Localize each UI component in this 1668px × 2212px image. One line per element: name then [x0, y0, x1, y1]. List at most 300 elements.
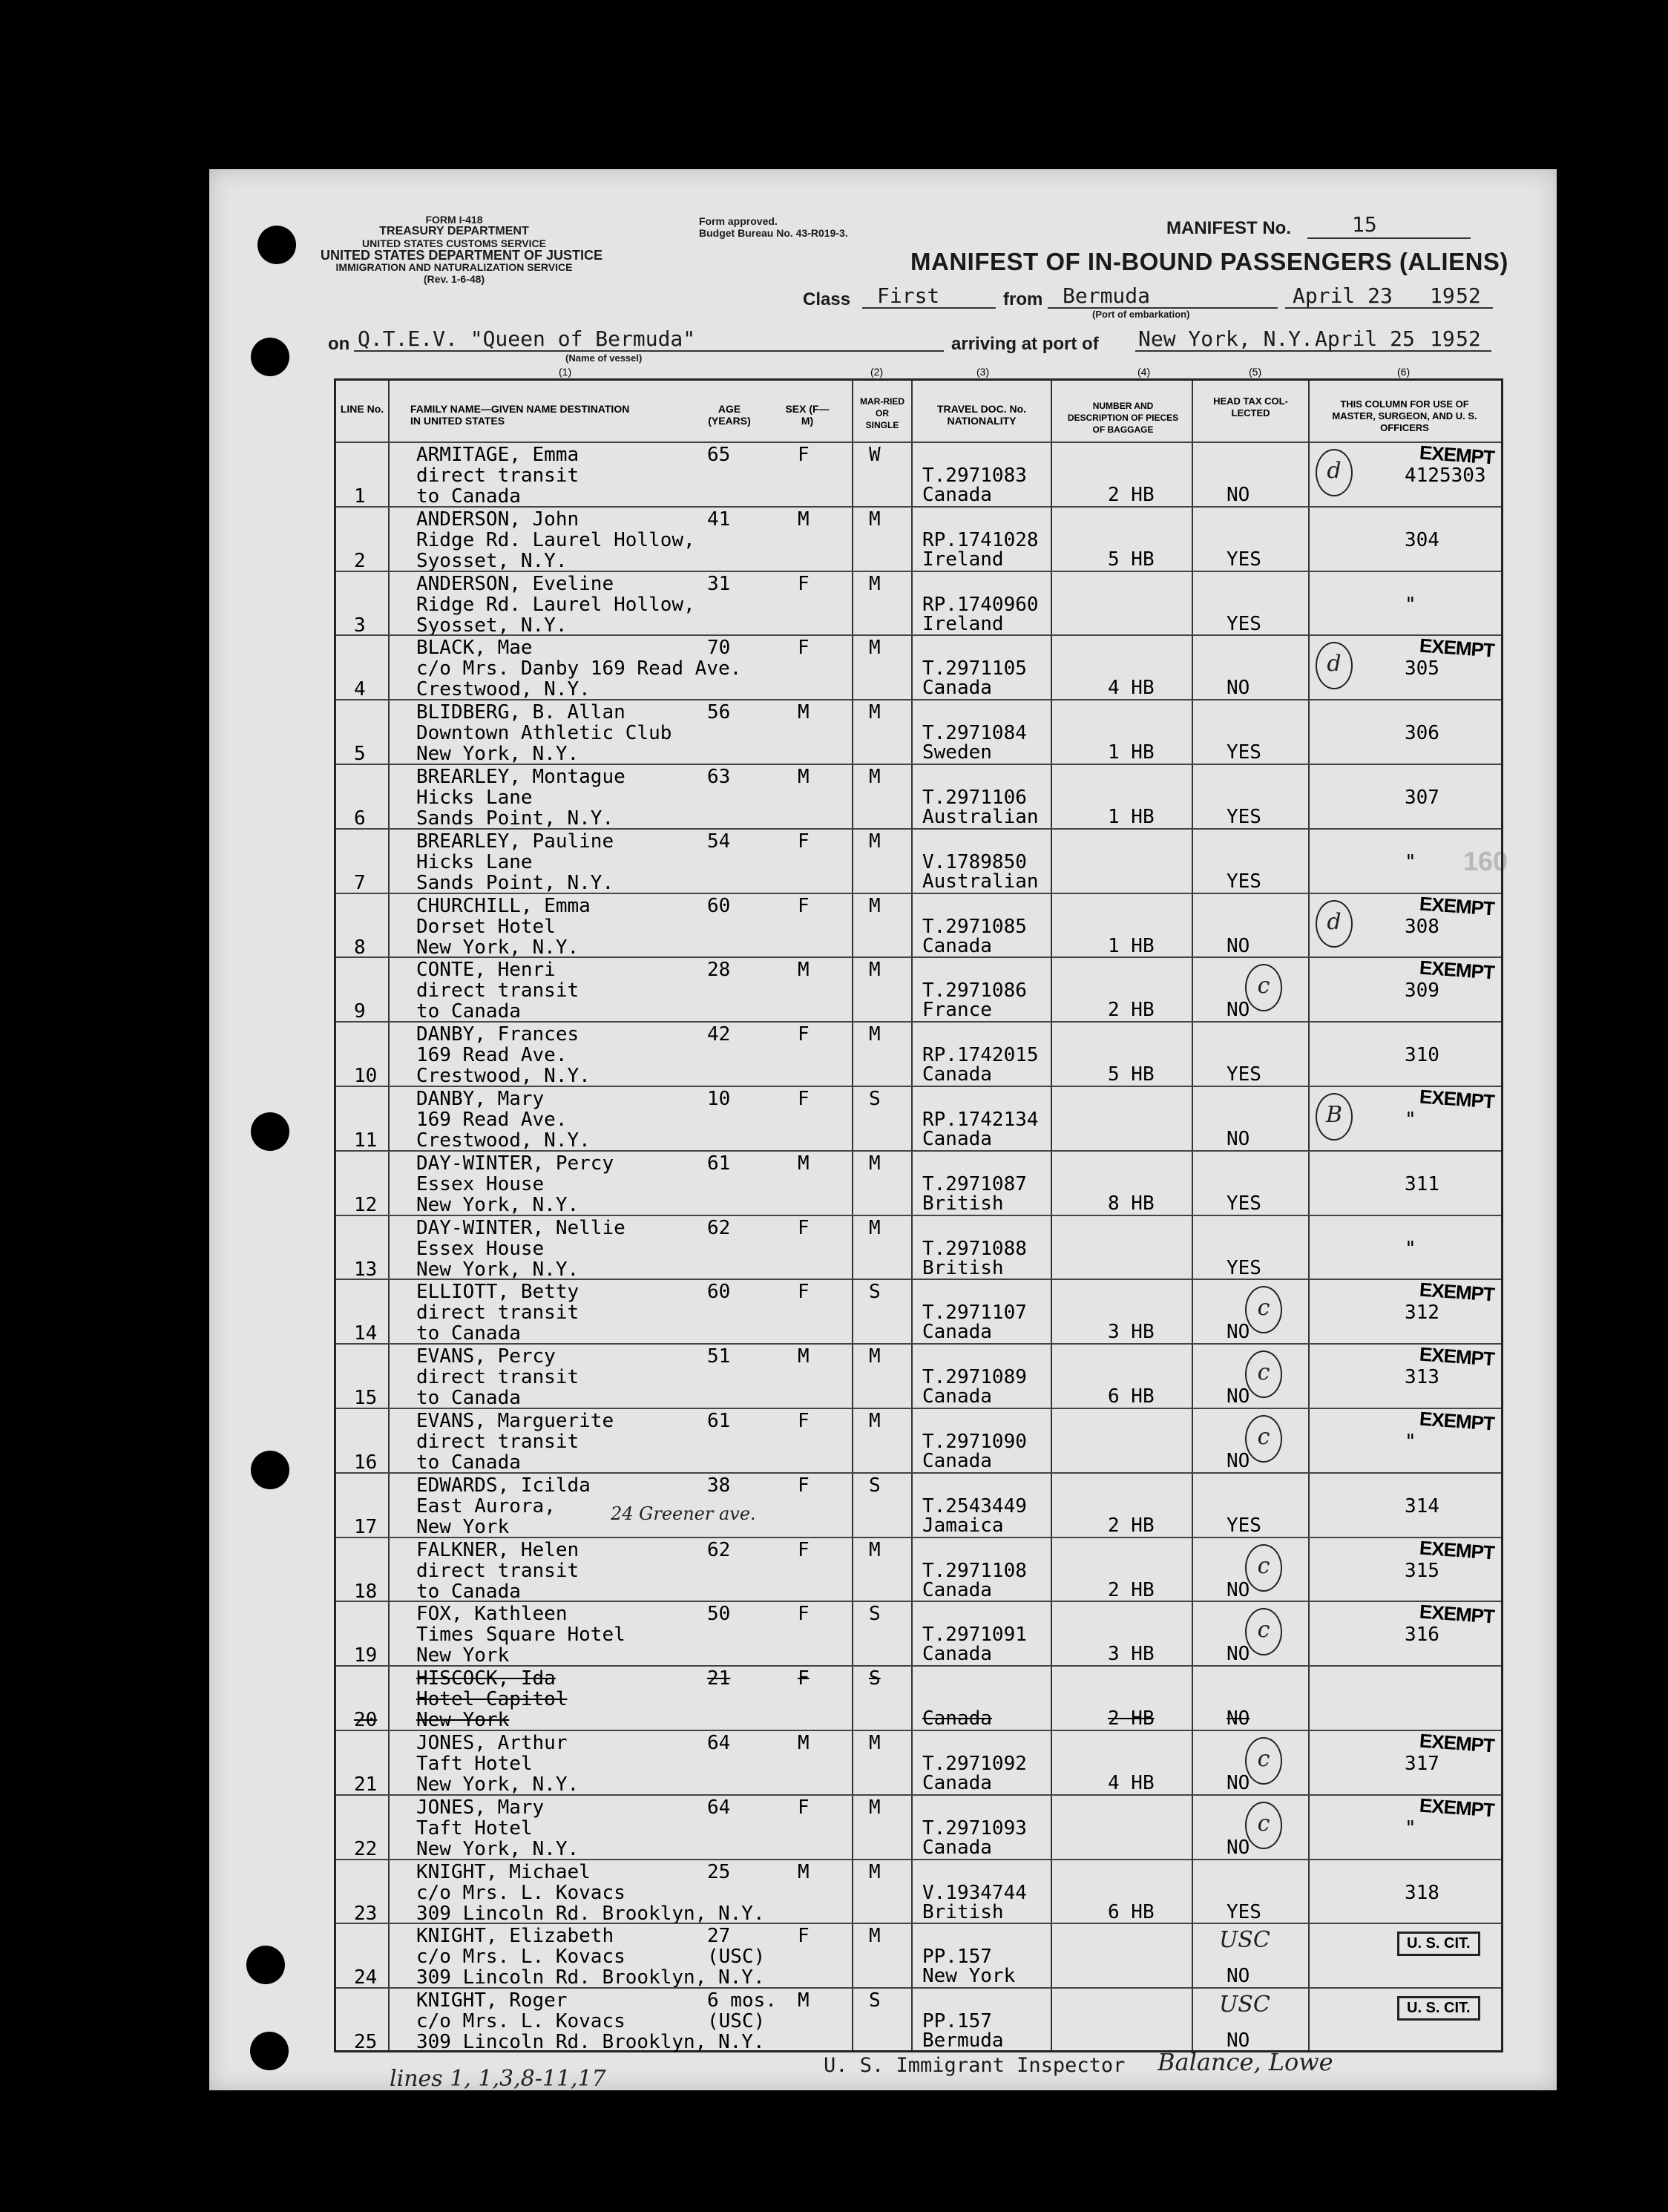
circled-annotation: c [1245, 1544, 1282, 1592]
passenger-name: ARMITAGE, Emma [416, 444, 579, 466]
form-approved: Form approved. [699, 215, 778, 227]
sex: M [798, 766, 810, 788]
destination-line1: direct transit [416, 1559, 579, 1582]
circled-annotation: d [1316, 449, 1353, 496]
nationality: British [922, 1900, 1004, 1923]
baggage: 3 HB [1108, 1321, 1155, 1344]
age-note: (USC) [707, 1946, 766, 1969]
exempt-stamp: EXEMPT [1419, 956, 1495, 984]
header-age: AGE (YEARS) [708, 403, 751, 427]
circled-annotation: c [1245, 1608, 1282, 1655]
table-row [336, 1150, 1501, 1216]
line-number: 17 [354, 1515, 378, 1538]
line-number: 24 [354, 1966, 378, 1989]
nationality: Australian [922, 806, 1039, 828]
age: 70 [707, 637, 731, 660]
passenger-name: BREARLEY, Montague [416, 766, 626, 788]
table-row [336, 956, 1501, 1023]
officer-number: " [1405, 1109, 1416, 1131]
destination-line2: New York, N.Y. [416, 743, 579, 766]
travel-doc: T.2971105 [922, 657, 1027, 680]
age: 62 [707, 1538, 731, 1561]
baggage: 1 HB [1108, 934, 1155, 957]
table-row [336, 1794, 1501, 1860]
manifest-no-value: 15 [1352, 212, 1377, 237]
travel-doc: T.2971084 [922, 722, 1027, 745]
ins-service: IMMIGRATION AND NATURALIZATION SERVICE [335, 261, 573, 273]
passenger-name: JONES, Arthur [416, 1732, 568, 1754]
head-tax: YES [1227, 1514, 1261, 1537]
travel-doc: PP.157 [922, 2010, 992, 2033]
officer-number: 318 [1405, 1881, 1439, 1904]
footer-handwriting-left: lines 1, 1,3,8-11,17 [390, 2066, 606, 2092]
passenger-name: FALKNER, Helen [416, 1538, 579, 1561]
destination-line1: c/o Mrs. L. Kovacs [416, 1946, 626, 1969]
exempt-stamp: EXEMPT [1419, 1793, 1495, 1822]
destination-line1: 169 Read Ave. [416, 1044, 568, 1067]
destination-line2: New York [416, 1709, 510, 1732]
destination-line2: Crestwood, N.Y. [416, 678, 591, 701]
line-number: 18 [354, 1580, 378, 1603]
nationality: France [922, 999, 992, 1022]
header-travel-doc: TRAVEL DOC. No. NATIONALITY [936, 403, 1027, 427]
passenger-name: ANDERSON, Eveline [416, 572, 614, 595]
sex: M [798, 508, 810, 531]
travel-doc: T.2971091 [922, 1624, 1027, 1647]
travel-doc: T.2971090 [922, 1431, 1027, 1453]
nationality: Bermuda [922, 2029, 1004, 2052]
header-baggage: NUMBER AND DESCRIPTION OF PIECES OF BAGGAGE [1067, 401, 1179, 435]
travel-doc: T.2971088 [922, 1237, 1027, 1260]
sex: F [798, 1667, 810, 1690]
age-note: (USC) [707, 2010, 766, 2033]
circled-annotation: c [1245, 1737, 1282, 1785]
line-number: 22 [354, 1837, 378, 1860]
age: 51 [707, 1345, 731, 1368]
line-number: 13 [354, 1258, 378, 1281]
travel-doc: RP.1740960 [922, 593, 1039, 616]
baggage: 4 HB [1108, 1772, 1155, 1794]
nationality: Canada [922, 1772, 992, 1794]
handwritten-address: 24 Greener ave. [611, 1503, 756, 1524]
travel-doc: T.2971086 [922, 979, 1027, 1002]
officer-number: 306 [1405, 722, 1439, 745]
col-number: (6) [1397, 366, 1411, 378]
passenger-name: ELLIOTT, Betty [416, 1281, 579, 1304]
officer-number: 316 [1405, 1624, 1439, 1647]
destination-line2: Sands Point, N.Y. [416, 807, 614, 830]
header-married: MAR-RIED OR SINGLE [860, 396, 904, 430]
marital-status: M [869, 1345, 881, 1368]
travel-doc: T.2971106 [922, 787, 1027, 809]
line-number: 8 [354, 936, 366, 959]
table-row [336, 1408, 1501, 1474]
header-head-tax: HEAD TAX COL-LECTED [1213, 396, 1288, 419]
line-number: 14 [354, 1322, 378, 1345]
head-tax: YES [1227, 548, 1261, 571]
age: 61 [707, 1152, 731, 1175]
sex: F [798, 830, 810, 853]
head-tax: NO [1227, 1965, 1250, 1988]
nationality: Sweden [922, 741, 992, 764]
destination-line2: to Canada [416, 485, 521, 508]
head-tax: YES [1227, 612, 1261, 635]
passenger-name: HISCOCK, Ida [416, 1667, 556, 1690]
officer-number: 314 [1405, 1494, 1439, 1517]
baggage: 3 HB [1108, 1643, 1155, 1666]
head-tax: NO [1227, 1321, 1250, 1344]
table-row [336, 1987, 1501, 2053]
passenger-name: FOX, Kathleen [416, 1603, 568, 1626]
baggage: 8 HB [1108, 1192, 1155, 1215]
sex: F [798, 1088, 810, 1110]
passenger-name: BLACK, Mae [416, 637, 533, 660]
destination-line1: East Aurora, [416, 1494, 556, 1517]
age: 64 [707, 1732, 731, 1754]
destination-line2: to Canada [416, 1580, 521, 1603]
marital-status: M [869, 508, 881, 531]
table-row [336, 699, 1501, 765]
destination-line2: 309 Lincoln Rd. Brooklyn, N.Y. [416, 2031, 765, 2054]
exempt-stamp: EXEMPT [1419, 1536, 1495, 1564]
destination-line1: direct transit [416, 465, 579, 487]
passenger-name: JONES, Mary [416, 1796, 545, 1819]
baggage: 2 HB [1108, 999, 1155, 1022]
nationality: Canada [922, 934, 992, 957]
head-tax: NO [1227, 484, 1250, 506]
destination-line1: Hicks Lane [416, 850, 533, 873]
travel-doc: V.1789850 [922, 850, 1027, 873]
travel-doc: T.2971093 [922, 1816, 1027, 1839]
passenger-name: DAY-WINTER, Nellie [416, 1216, 626, 1239]
officer-number: 311 [1405, 1172, 1439, 1195]
departure-year-prefix: 19 [1430, 283, 1455, 308]
sex: F [798, 1603, 810, 1626]
age: 64 [707, 1796, 731, 1819]
exempt-stamp: EXEMPT [1419, 441, 1495, 469]
form-number: FORM I-418 [425, 214, 483, 226]
circled-annotation: c [1245, 964, 1282, 1011]
sex: F [798, 1796, 810, 1819]
destination-line1: c/o Mrs. L. Kovacs [416, 1881, 626, 1904]
head-tax: NO [1227, 1707, 1250, 1730]
table-row [336, 1472, 1501, 1538]
table-row [336, 1343, 1501, 1409]
destination-line2: Syosset, N.Y. [416, 549, 568, 572]
line-number: 23 [354, 1902, 378, 1925]
destination-line1: Times Square Hotel [416, 1624, 626, 1647]
age: 65 [707, 444, 731, 466]
col-number: (5) [1249, 366, 1262, 378]
us-citizen-stamp: U. S. CIT. [1397, 1996, 1480, 2021]
treasury-dept: TREASURY DEPARTMENT [379, 225, 529, 237]
col-number: (3) [976, 366, 990, 378]
destination-line1: Ridge Rd. Laurel Hollow, [416, 528, 695, 551]
exempt-stamp: EXEMPT [1419, 1600, 1495, 1628]
class-label: Class [803, 289, 851, 309]
table-row [336, 828, 1501, 894]
age: 60 [707, 894, 731, 917]
age: 25 [707, 1860, 731, 1883]
sex: F [798, 1281, 810, 1304]
baggage: 2 HB [1108, 1578, 1155, 1601]
marital-status: M [869, 637, 881, 660]
sex: M [798, 959, 810, 982]
punch-hole [246, 1946, 285, 1984]
destination-line1: c/o Mrs. Danby 169 Read Ave. [416, 657, 742, 680]
from-label: from [1003, 289, 1043, 309]
nationality: British [922, 1256, 1004, 1279]
passenger-name: BLIDBERG, B. Allan [416, 701, 626, 724]
arrival-year: 52 [1456, 326, 1481, 351]
line-number: 19 [354, 1644, 378, 1667]
officer-number: 313 [1405, 1366, 1439, 1389]
exempt-stamp: EXEMPT [1419, 1278, 1495, 1306]
age: 56 [707, 701, 731, 724]
head-tax: NO [1227, 1128, 1250, 1150]
footer-handwriting-right: Balance, Lowe [1158, 2048, 1333, 2076]
baggage: 5 HB [1108, 548, 1155, 571]
nationality: Canada [922, 1321, 992, 1344]
age: 54 [707, 830, 731, 853]
baggage: 2 HB [1108, 1514, 1155, 1537]
departure-date: April 23 [1293, 283, 1393, 308]
punch-hole [251, 1451, 289, 1489]
line-number: 9 [354, 1000, 366, 1023]
passenger-name: CONTE, Henri [416, 959, 556, 982]
baggage: 6 HB [1108, 1900, 1155, 1923]
marital-status: M [869, 766, 881, 788]
destination-line1: direct transit [416, 1366, 579, 1389]
officer-number: " [1405, 1816, 1416, 1839]
head-tax: NO [1227, 2029, 1250, 2052]
header-name: FAMILY NAME—GIVEN NAME DESTINATION IN UNITED STATES [410, 403, 630, 427]
age: 42 [707, 1023, 731, 1046]
destination-line1: direct transit [416, 1431, 579, 1453]
marital-status: M [869, 959, 881, 982]
circled-annotation: c [1245, 1415, 1282, 1463]
sex: F [798, 894, 810, 917]
destination-line2: New York, N.Y. [416, 1193, 579, 1216]
officer-number: 309 [1405, 979, 1439, 1002]
destination-line1: Hotel Capitol [416, 1688, 568, 1711]
exempt-stamp: EXEMPT [1419, 1085, 1495, 1113]
officer-number: 304 [1405, 528, 1439, 551]
sex: M [798, 1345, 810, 1368]
manifest-table [334, 366, 1503, 2054]
officer-number: 305 [1405, 657, 1439, 680]
destination-line1: direct transit [416, 979, 579, 1002]
line-number: 6 [354, 807, 366, 830]
table-row [336, 1601, 1501, 1667]
baggage: 1 HB [1108, 741, 1155, 764]
header-officers: THIS COLUMN FOR USE OF MASTER, SURGEON, AND U. S. OFFICERS [1332, 398, 1477, 433]
passenger-name: EVANS, Percy [416, 1345, 556, 1368]
destination-line2: Crestwood, N.Y. [416, 1129, 591, 1152]
circled-annotation: c [1245, 1286, 1282, 1333]
sex: M [798, 1860, 810, 1883]
line-number: 15 [354, 1387, 378, 1410]
table-row [336, 1665, 1501, 1731]
marital-status: M [869, 1925, 881, 1948]
passenger-name: DAY-WINTER, Percy [416, 1152, 614, 1175]
nationality: Canada [922, 1578, 992, 1601]
head-tax: YES [1227, 741, 1261, 764]
baggage: 1 HB [1108, 806, 1155, 828]
marital-status: M [869, 1410, 881, 1432]
age: 21 [707, 1667, 731, 1690]
marital-status: S [869, 1667, 881, 1690]
baggage: 2 HB [1108, 484, 1155, 506]
head-tax: YES [1227, 1063, 1261, 1086]
marital-status: M [869, 1538, 881, 1561]
sex: F [798, 1925, 810, 1948]
baggage: 6 HB [1108, 1385, 1155, 1408]
destination-line2: to Canada [416, 1387, 521, 1410]
arrival-port: New York, N.Y. [1138, 326, 1314, 351]
travel-doc: T.2543449 [922, 1494, 1027, 1517]
col-number: (1) [559, 366, 572, 378]
on-label: on [328, 334, 350, 354]
arriving-label: arriving at port of [951, 334, 1099, 354]
marital-status: M [869, 701, 881, 724]
marital-status: S [869, 1474, 881, 1497]
destination-line1: Dorset Hotel [416, 915, 556, 938]
punch-hole [250, 2032, 289, 2070]
table-row [336, 506, 1501, 572]
nationality: Canada [922, 1128, 992, 1150]
head-tax: NO [1227, 934, 1250, 957]
destination-line1: Taft Hotel [416, 1816, 533, 1839]
baggage: 5 HB [1108, 1063, 1155, 1086]
line-number: 25 [354, 2031, 378, 2054]
sex: F [798, 1216, 810, 1239]
head-tax: YES [1227, 1900, 1261, 1923]
port-embarkation-note: (Port of embarkation) [1092, 309, 1190, 320]
sex: F [798, 1410, 810, 1432]
marital-status: M [869, 1216, 881, 1239]
exempt-stamp: EXEMPT [1419, 1407, 1495, 1435]
passenger-name: DANBY, Mary [416, 1088, 545, 1110]
destination-line2: 309 Lincoln Rd. Brooklyn, N.Y. [416, 1966, 765, 1989]
exempt-stamp: EXEMPT [1419, 1342, 1495, 1371]
destination-line1: Downtown Athletic Club [416, 722, 672, 745]
marital-status: M [869, 1732, 881, 1754]
age: 63 [707, 766, 731, 788]
destination-line1: Ridge Rd. Laurel Hollow, [416, 593, 695, 616]
usc-note: USC [1219, 1992, 1270, 2018]
head-tax: NO [1227, 1578, 1250, 1601]
travel-doc: T.2971108 [922, 1559, 1027, 1582]
exempt-stamp: EXEMPT [1419, 892, 1495, 920]
line-number: 7 [354, 871, 366, 894]
from-value: Bermuda [1063, 283, 1151, 308]
marital-status: M [869, 830, 881, 853]
baggage: 4 HB [1108, 677, 1155, 700]
officer-number: 310 [1405, 1044, 1439, 1067]
age: 6 mos. [707, 1989, 777, 2012]
travel-doc: T.2971089 [922, 1366, 1027, 1389]
age: 61 [707, 1410, 731, 1432]
passenger-name: EDWARDS, Icilda [416, 1474, 591, 1497]
passenger-name: KNIGHT, Roger [416, 1989, 568, 2012]
manifest-title: MANIFEST OF IN-BOUND PASSENGERS (ALIENS) [910, 248, 1508, 275]
destination-line2: to Canada [416, 1322, 521, 1345]
circled-annotation: d [1316, 900, 1353, 948]
sex: F [798, 637, 810, 660]
destination-line2: New York, N.Y. [416, 1258, 579, 1281]
circled-annotation: c [1245, 1350, 1282, 1398]
table-row [336, 1730, 1501, 1796]
destination-line2: Syosset, N.Y. [416, 614, 568, 637]
destination-line2: Sands Point, N.Y. [416, 871, 614, 894]
header-line: LINE No. [340, 403, 384, 415]
officer-number: 4125303 [1405, 465, 1486, 487]
punch-hole [251, 338, 289, 376]
line-number: 20 [354, 1709, 378, 1732]
officer-number: " [1405, 1431, 1416, 1453]
table-row [336, 1279, 1501, 1345]
nationality: Canada [922, 1643, 992, 1666]
marital-status: W [869, 444, 881, 466]
col-number: (4) [1137, 366, 1151, 378]
passenger-name: BREARLEY, Pauline [416, 830, 614, 853]
destination-line1: Essex House [416, 1172, 545, 1195]
line-number: 10 [354, 1065, 378, 1088]
marital-status: M [869, 1152, 881, 1175]
header-sex: SEX (F—M) [785, 403, 830, 427]
sex: M [798, 1989, 810, 2012]
marital-status: S [869, 1603, 881, 1626]
passenger-name: EVANS, Marguerite [416, 1410, 614, 1432]
head-tax: NO [1227, 1385, 1250, 1408]
age: 62 [707, 1216, 731, 1239]
nationality: Canada [922, 484, 992, 506]
table-row [336, 1923, 1501, 1989]
destination-line2: New York, N.Y. [416, 1773, 579, 1796]
officer-number: 312 [1405, 1302, 1439, 1325]
travel-doc: T.2971085 [922, 915, 1027, 938]
destination-line1: c/o Mrs. L. Kovacs [416, 2010, 626, 2033]
age: 41 [707, 508, 731, 531]
nationality: Ireland [922, 548, 1004, 571]
justice-dept: UNITED STATES DEPARTMENT OF JUSTICE [321, 248, 603, 263]
destination-line1: Essex House [416, 1237, 545, 1260]
line-number: 3 [354, 614, 366, 637]
nationality: New York [922, 1965, 1016, 1988]
travel-doc: RP.1742015 [922, 1044, 1039, 1067]
vessel-note: (Name of vessel) [565, 352, 643, 364]
line-number: 2 [354, 549, 366, 572]
line-number: 21 [354, 1773, 378, 1796]
budget-bureau: Budget Bureau No. 43-R019-3. [699, 227, 848, 239]
travel-doc: T.2971107 [922, 1302, 1027, 1325]
marital-status: S [869, 1989, 881, 2012]
marital-status: M [869, 572, 881, 595]
travel-doc: T.2971092 [922, 1753, 1027, 1775]
usc-note: USC [1219, 1927, 1270, 1954]
head-tax: NO [1227, 1450, 1250, 1472]
passenger-name: KNIGHT, Michael [416, 1860, 591, 1883]
circled-annotation: c [1245, 1802, 1282, 1849]
officer-number: " [1405, 850, 1416, 873]
destination-line1: Hicks Lane [416, 787, 533, 809]
inspector-label: U. S. Immigrant Inspector [824, 2054, 1126, 2077]
passenger-name: KNIGHT, Elizabeth [416, 1925, 614, 1948]
marital-status: M [869, 894, 881, 917]
line-number: 1 [354, 485, 366, 508]
age: 10 [707, 1088, 731, 1110]
